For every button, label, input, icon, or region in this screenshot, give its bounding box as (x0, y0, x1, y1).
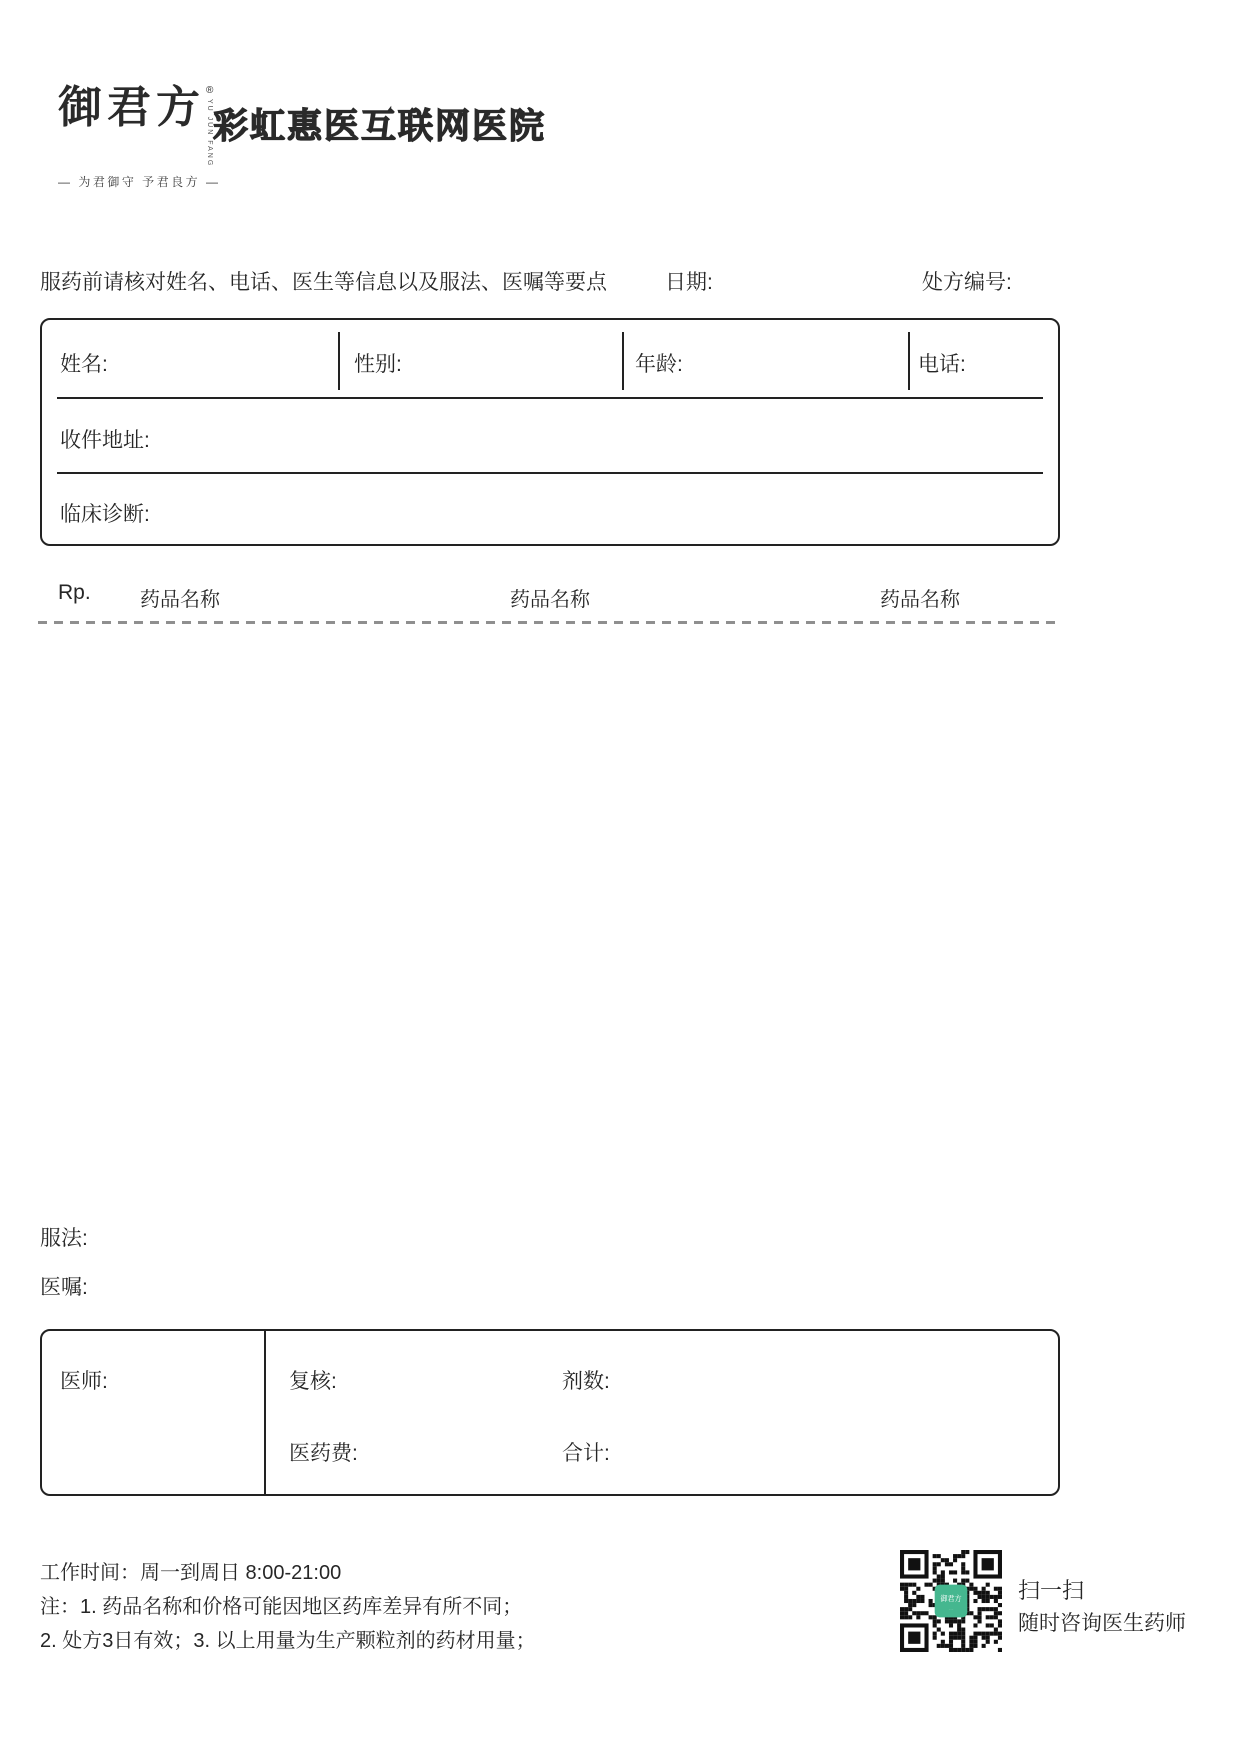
column-divider (264, 1331, 266, 1494)
drug-name-header: 药品名称 (880, 589, 960, 611)
prescription-number-label: 处方编号: (922, 271, 1012, 294)
qr-center-logo-text: 御君方 (940, 1595, 962, 1603)
gender-label: 性别: (354, 353, 402, 376)
address-label: 收件地址: (60, 429, 150, 452)
doctor-label: 医师: (60, 1370, 108, 1393)
hospital-title: 彩虹惠医互联网医院 (213, 107, 547, 146)
qr-center-logo-subtext: · · · (948, 1607, 954, 1612)
drug-list-divider (38, 621, 1058, 624)
rp-label: Rp. (58, 581, 91, 604)
diagnosis-label: 临床诊断: (60, 503, 150, 526)
date-label: 日期: (665, 271, 713, 294)
reviewer-label: 复核: (289, 1370, 337, 1393)
summary-box (40, 1329, 1060, 1496)
drug-list-area (40, 630, 1056, 1210)
drug-name-header: 药品名称 (140, 589, 220, 611)
age-label: 年龄: (635, 353, 683, 376)
brand-romanized-text: YU JUN FANG (206, 99, 214, 168)
row-divider (57, 472, 1043, 474)
note-line-2: 2. 处方3日有效；3. 以上用量为生产颗粒剂的药材用量； (40, 1630, 536, 1652)
row-divider (57, 397, 1043, 399)
pre-use-check-note: 服药前请核对姓名、电话、医生等信息以及服法、医嘱等要点 (40, 271, 607, 294)
doctor-advice-label: 医嘱: (40, 1276, 88, 1299)
column-divider (908, 332, 910, 390)
dose-count-label: 剂数: (562, 1370, 610, 1393)
brand-logo-text: 御君方 (58, 82, 205, 133)
qr-code (900, 1550, 1002, 1652)
brand-tagline: — 为君御守 予君良方 — (58, 175, 221, 190)
brand-logo (58, 84, 221, 190)
phone-label: 电话: (918, 353, 966, 376)
column-divider (622, 332, 624, 390)
name-label: 姓名: (60, 353, 108, 376)
total-label: 合计: (562, 1442, 610, 1465)
column-divider (338, 332, 340, 390)
patient-info-box (40, 318, 1060, 546)
scan-description: 随时咨询医生药师 (1018, 1612, 1186, 1635)
medicine-fee-label: 医药费: (289, 1442, 358, 1465)
working-hours: 工作时间：周一到周日 8:00-21:00 (40, 1562, 342, 1584)
registered-trademark-icon: ® (206, 85, 214, 96)
scan-hint: 扫一扫 (1018, 1578, 1085, 1603)
note-line-1: 注：1. 药品名称和价格可能因地区药库差异有所不同； (40, 1596, 523, 1618)
drug-name-header: 药品名称 (510, 589, 590, 611)
usage-label: 服法: (40, 1227, 88, 1250)
